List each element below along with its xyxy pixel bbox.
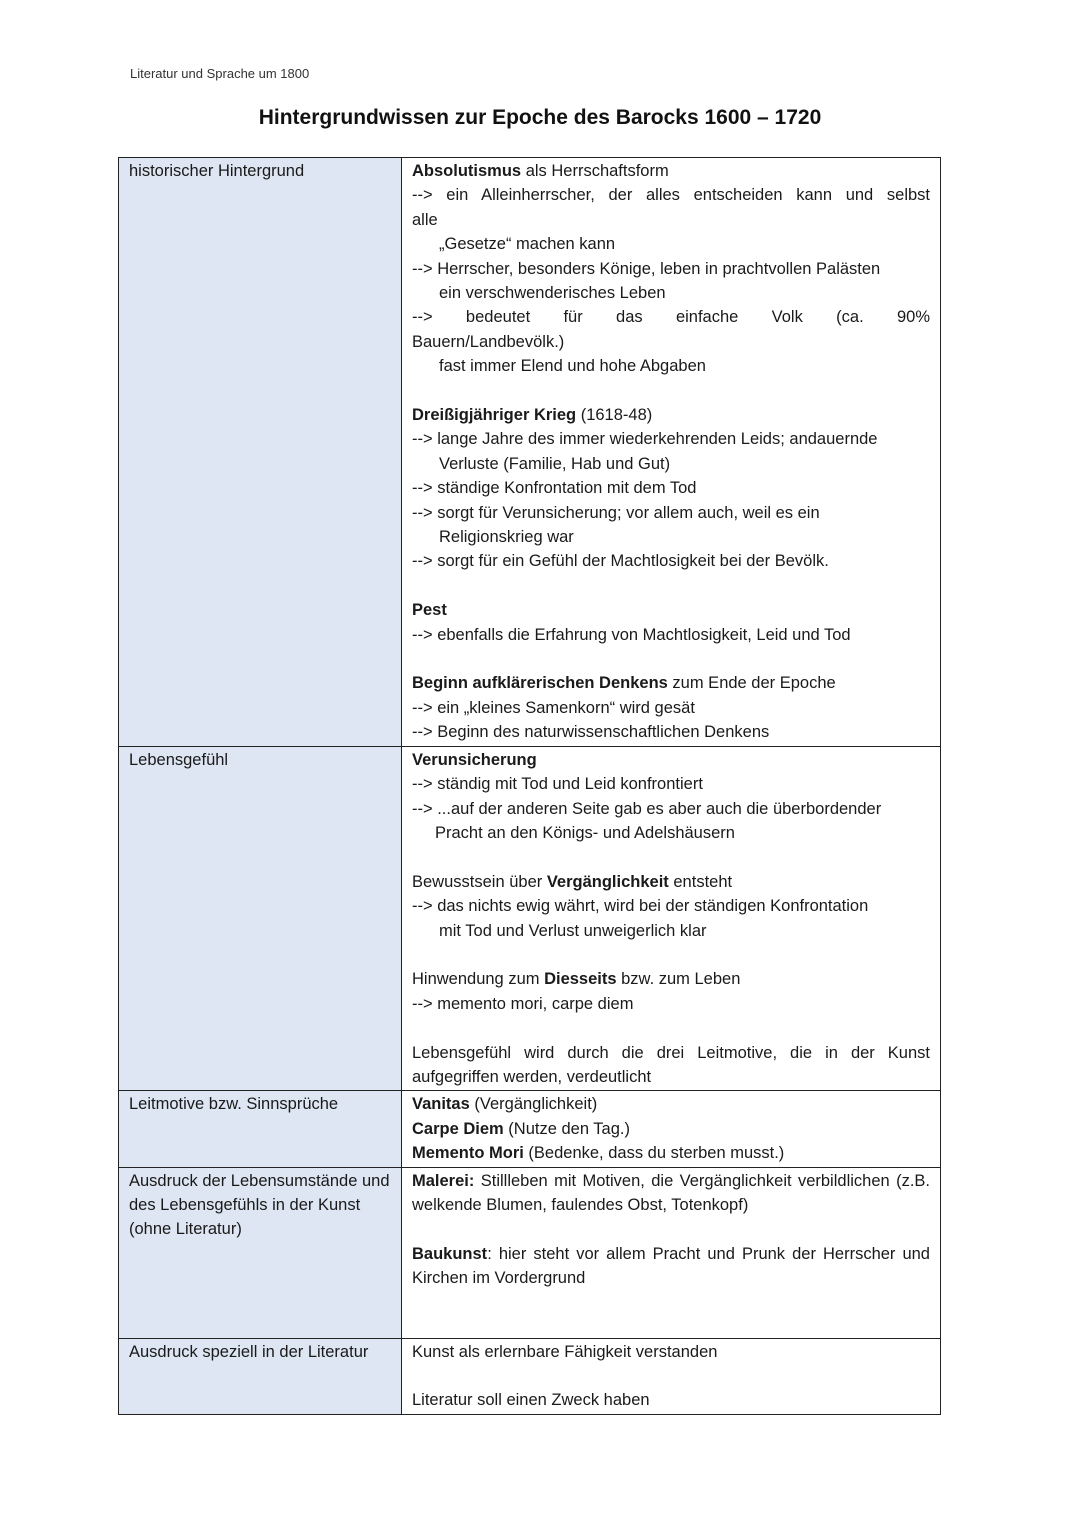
row-content xyxy=(402,746,941,1091)
row-content xyxy=(402,158,941,747)
table-row xyxy=(119,1338,941,1414)
row-label: Leitmotive bzw. Sinnsprüche xyxy=(119,1091,402,1167)
row-label: historischer Hintergrund xyxy=(119,158,402,747)
table-row xyxy=(119,746,941,1091)
running-header: Literatur und Sprache um 1800 xyxy=(130,66,310,81)
table-row xyxy=(119,1167,941,1338)
content-block: Literatur soll einen Zweck haben xyxy=(412,1391,650,1410)
content-block: Dreißigjähriger Krieg (1618-48) --> lange Jahre des immer wiederkehrenden Leids; andauernde Verluste (Familie, Hab und Gut) --> ständige Konfrontation mit dem Tod --> sorgt für Verunsicherung; vor allem auch, weil es ein Religionskrieg war --> sorgt für ein Gefühl der Machtlosigkeit bei der Bevölk. xyxy=(412,406,878,571)
content-block: Baukunst: hier steht vor allem Pracht und Prunk der Herrscher und Kirchen im Vordergrund xyxy=(412,1244,930,1288)
table-row xyxy=(119,1091,941,1167)
document-title: Hintergrundwissen zur Epoche des Barocks 1600 – 1720 xyxy=(258,106,822,129)
content-block: Absolutismus als Herrschaftsform --> ein Alleinherrscher, der alles entscheiden kann und selbst alle „Gesetze“ machen kann --> Herrscher, besonders Könige, leben in prachtvollen Palästen ein verschwenderisches Leben --> bedeutet für das einfache Volk (ca. 90% Bauern/Landbevölk.) fast immer Elend und hohe Abgaben xyxy=(412,162,930,376)
table-row xyxy=(119,158,941,747)
content-block: Beginn aufklärerischen Denkens zum Ende der Epoche --> ein „kleines Samenkorn“ wird gesät --> Beginn des naturwissenschaftlichen Denkens xyxy=(412,674,836,742)
row-label: Ausdruck speziell in der Literatur xyxy=(119,1338,402,1414)
content-block: Malerei: Stillleben mit Motiven, die Vergänglichkeit verbildlichen (z.B. welkende Blumen, faulendes Obst, Totenkopf) xyxy=(412,1171,930,1214)
row-label: Ausdruck der Lebensumstände und des Lebensgefühls in der Kunst (ohne Literatur) xyxy=(119,1167,402,1338)
content-block: Verunsicherung --> ständig mit Tod und Leid konfrontiert --> ...auf der anderen Seite gab es aber auch die überbordender Pracht an den Königs- und Adelshäusern xyxy=(412,750,882,842)
row-content xyxy=(402,1338,941,1414)
content-block: Bewusstsein über Vergänglichkeit entsteht --> das nichts ewig währt, wird bei der ständigen Konfrontation mit Tod und Verlust unweigerlich klar xyxy=(412,872,869,940)
row-content: Vanitas (Vergänglichkeit) Carpe Diem (Nutze den Tag.) Memento Mori (Bedenke, dass du sterben musst.) xyxy=(402,1091,941,1167)
content-block: Kunst als erlernbare Fähigkeit verstanden xyxy=(412,1342,718,1361)
content-block: Pest --> ebenfalls die Erfahrung von Machtlosigkeit, Leid und Tod xyxy=(412,601,851,644)
row-label: Lebensgefühl xyxy=(119,746,402,1091)
overview-table xyxy=(118,157,941,1415)
row-content xyxy=(402,1167,941,1338)
content-block: Hinwendung zum Diesseits bzw. zum Leben --> memento mori, carpe diem xyxy=(412,970,741,1013)
content-block: Lebensgefühl wird durch die drei Leitmotive, die in der Kunst aufgegriffen werden, verdeutlicht xyxy=(412,1043,930,1086)
